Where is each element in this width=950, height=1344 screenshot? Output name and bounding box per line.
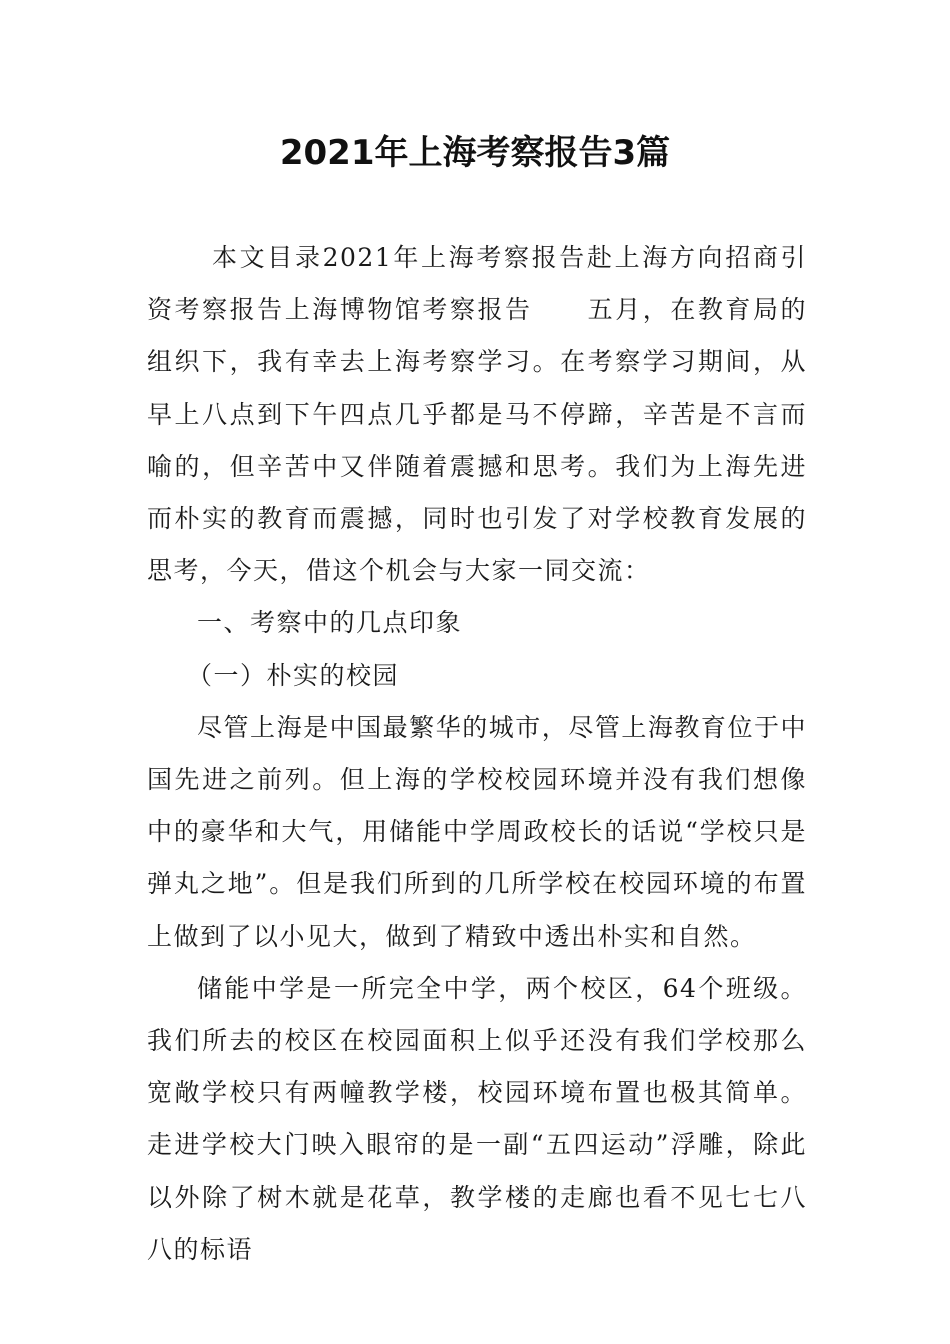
body-paragraph: 储能中学是一所完全中学，两个校区，64个班级。我们所去的校区在校园面积上似乎还没有我们学校那么宽敞学校只有两幢教学楼，校园环境布置也极其简单。走进学校大门映入眼帘的是一副“五四运动”浮雕，除此以外除了树木就是花草，教学楼的走廊也看不见七七八八的标语 [147, 973, 807, 1264]
intro-paragraph: 本文目录2021年上海考察报告赴上海方向招商引资考察报告上海博物馆考察报告 五月，在教育局的组织下，我有幸去上海考察学习。在考察学习期间，从早上八点到下午四点几乎都是马不停蹄，辛苦是不言而喻的，但辛苦中又伴随着震撼和思考。我们为上海先进而朴实的教育而震撼，同时也引发了对学校教育发展的思考，今天，借这个机会与大家一同交流： [147, 243, 807, 586]
document-title: 2021年上海考察报告3篇 [279, 133, 671, 173]
section-heading: 一、考察中的几点印象 [197, 608, 463, 638]
subsection-heading: （一）朴实的校园 [187, 660, 400, 690]
document-body [147, 232, 807, 1276]
body-paragraph: 尽管上海是中国最繁华的城市，尽管上海教育位于中国先进之前列。但上海的学校校园环境并没有我们想像中的豪华和大气，用储能中学周政校长的话说“学校只是弹丸之地”。但是我们所到的几所学校在校园环境的布置上做到了以小见大，做到了精致中透出朴实和自然。 [147, 712, 807, 951]
